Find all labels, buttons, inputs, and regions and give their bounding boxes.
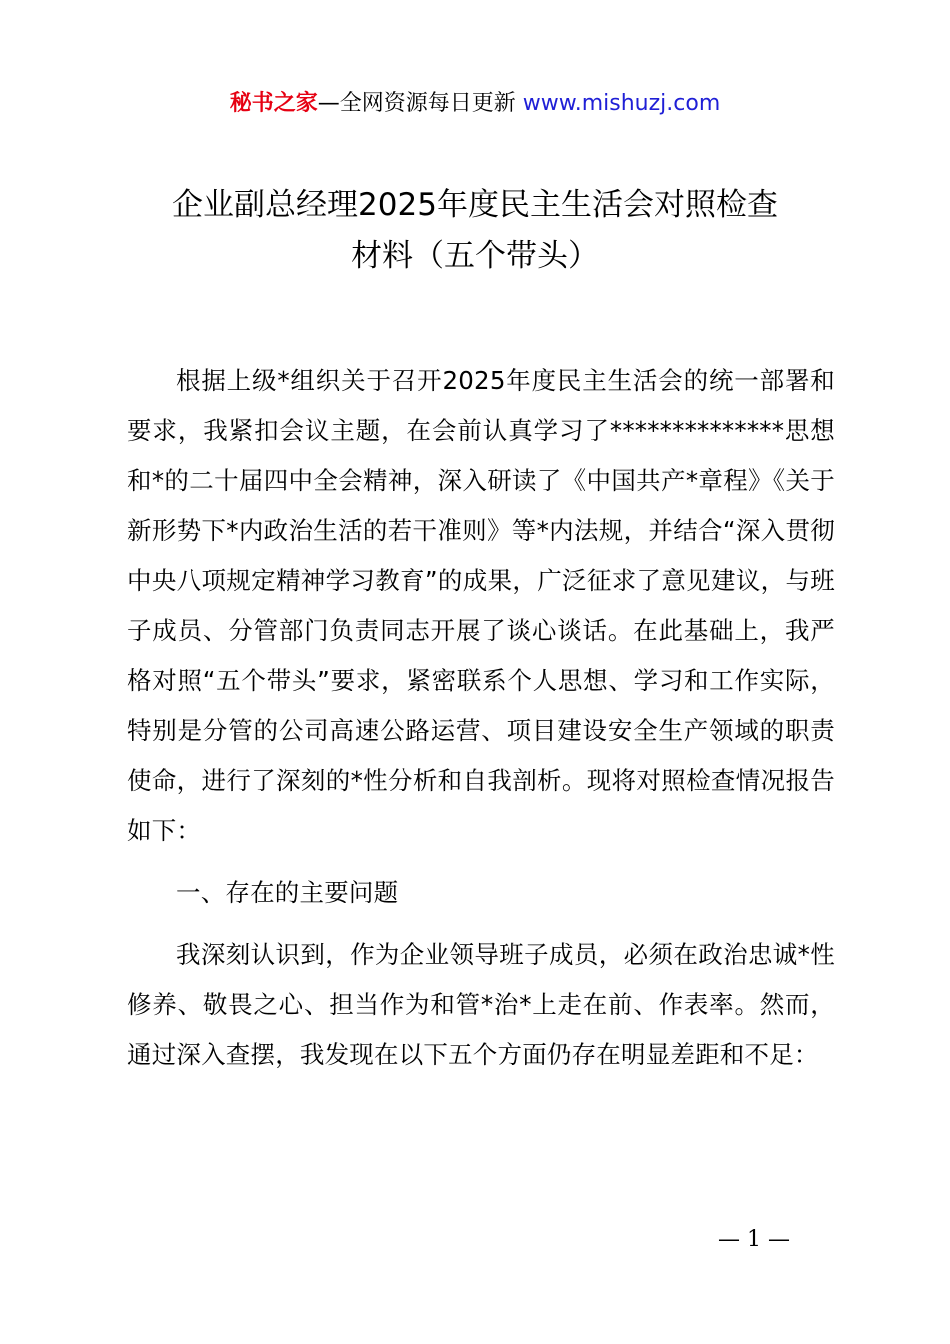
brand-name: 秘书之家 (229, 91, 318, 116)
document-body (127, 356, 835, 1092)
section-heading: 一、存在的主要问题 (176, 878, 399, 907)
site-url-link[interactable]: www.mishuzj.com (522, 91, 721, 116)
title-line-1: 企业副总经理2025年度民主生活会对照检查 (172, 187, 778, 223)
intro-paragraph: 根据上级*组织关于召开2025年度民主生活会的统一部署和要求，我紧扣会议主题，在会前认真学习了**************思想和*的二十届四中全会精神，深入研读了《中国共产*章程》《关于新形势下*内政治生活的若干准则》等*内法规，并结合“深入贯彻中央八项规定精神学习教育”的成果，广泛征求了意见建议，与班子成员、分管部门负责同志开展了谈心谈话。在此基础上，我严格对照“五个带头”要求，紧密联系个人思想、学习和工作实际，特别是分管的公司高速公路运营、项目建设安全生产领域的职责使命，进行了深刻的*性分析和自我剖析。现将对照检查情况报告如下： (127, 366, 835, 845)
body-paragraph: 我深刻认识到，作为企业领导班子成员，必须在政治忠诚*性修养、敬畏之心、担当作为和管*治*上走在前、作表率。然而，通过深入查摆，我发现在以下五个方面仍存在明显差距和不足： (127, 940, 835, 1069)
page-number: — 1 — (718, 1227, 790, 1252)
site-banner (0, 86, 950, 122)
title-line-2: 材料（五个带头） (351, 238, 599, 274)
document-title (100, 180, 850, 282)
banner-tagline: —全网资源每日更新 (317, 91, 523, 116)
